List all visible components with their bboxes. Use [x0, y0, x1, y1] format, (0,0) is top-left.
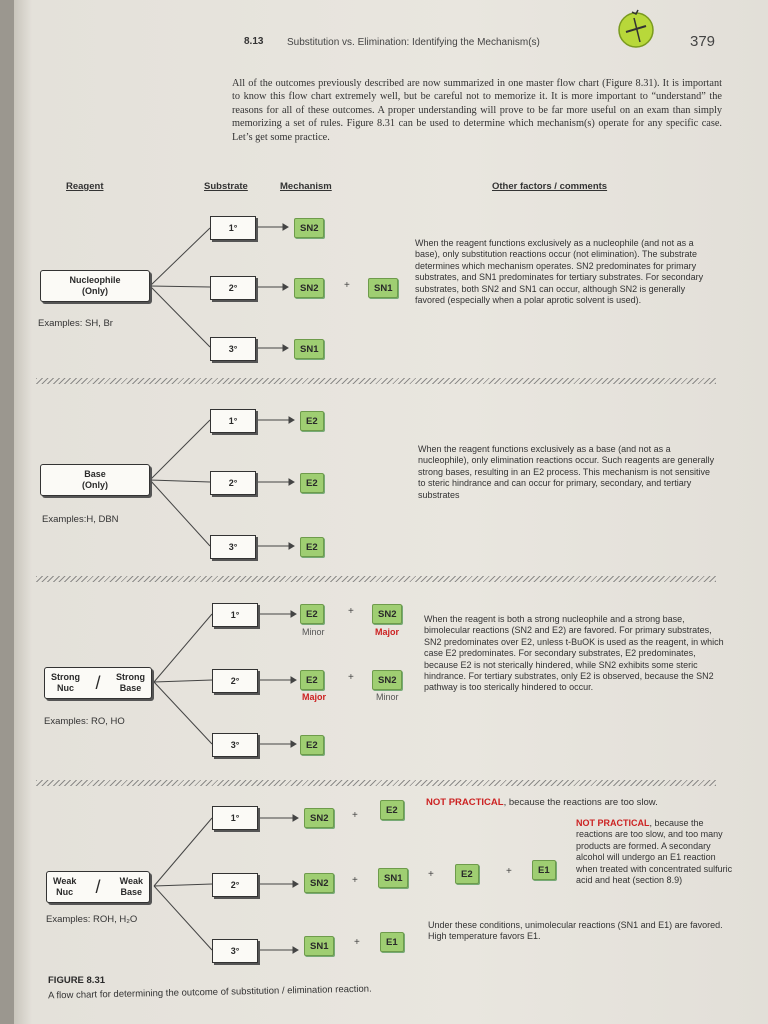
reagent-box-strong-nuc-strong-base: Strong Nuc / Strong Base	[44, 667, 152, 699]
mechanism-e2: E2	[300, 537, 324, 557]
examples-nucleophile: Examples: SH, Br	[38, 318, 113, 329]
reagent-box-nucleophile-only: Nucleophile (Only)	[40, 270, 150, 302]
mechanism-sn1: SN1	[294, 339, 324, 359]
comment-nucleophile-only: When the reagent functions exclusively as a nucleophile (and not as a base), only substitution reactions occur (not elimination). The substrate determines which mechanism operates. SN2 predominates for primary substrates, and SN1 predominates for tertiary substrates. For secondary substrates, both SN2 and SN1 can occur, although SN2 is generally favored (especially when a polar aprotic solvent is used).	[415, 238, 704, 306]
mechanism-e1: E1	[532, 860, 556, 880]
substrate-1-box: 1°	[212, 806, 258, 830]
substrate-3-box: 3°	[210, 535, 256, 559]
section-number: 8.13	[244, 36, 264, 47]
reagent-box-weak-nuc-weak-base: Weak Nuc / Weak Base	[46, 871, 150, 903]
column-header-substrate: Substrate	[204, 181, 248, 192]
examples-base: Examples:H, DBN	[42, 514, 119, 525]
plus-sign: +	[348, 606, 354, 617]
intro-paragraph: All of the outcomes previously described are now summarized in one master flow chart (Figure 8.31). It is important to know this flow chart extremely well, but be careful not to memorize it. It is more important to “understand” the reasons for all of these outcomes. A proper understanding will prove to be far more useful on an exam than simply memorizing a set of rules. Figure 8.31 can be used to determine which mechanism(s) operate for any specific case. Let’s get some practice.	[232, 78, 722, 143]
plus-sign: +	[344, 280, 350, 291]
substrate-2-box: 2°	[212, 873, 258, 897]
mechanism-e2: E2	[300, 735, 324, 755]
comment-weak-secondary: NOT PRACTICAL, because the reactions are too slow, and too many products are formed. A secondary alcohol will undergo an E1 reaction when treated with concentrated sulfuric acid and heat (section 8.9)	[576, 818, 733, 886]
mechanism-sn1: SN1	[368, 278, 398, 298]
label-major: Major	[375, 627, 400, 637]
figure-label: FIGURE 8.31	[48, 975, 106, 986]
page-number: 379	[690, 33, 716, 50]
comment-base-only: When the reagent functions exclusively as a base (and not as a nucleophile), only elimination reactions occur. Such reagents are generally strong bases, resulting in an E2 process. This mechanism is not sensitive to steric hindrance and can occur for primary, secondary, and tertiary substrates	[418, 444, 715, 500]
mechanism-e2: E2	[380, 800, 404, 820]
column-header-mechanism: Mechanism	[280, 181, 332, 192]
reagent-box-base-only: Base (Only)	[40, 464, 150, 496]
section-divider	[36, 576, 716, 582]
comment-weak-tertiary: Under these conditions, unimolecular reactions (SN1 and E1) are favored. High temperature favors E1.	[428, 920, 723, 942]
mechanism-e1: E1	[380, 932, 404, 952]
column-header-reagent: Reagent	[66, 181, 104, 192]
mechanism-e2: E2	[300, 473, 324, 493]
mechanism-e2: E2	[300, 411, 324, 431]
substrate-2-box: 2°	[210, 276, 256, 300]
mechanism-e2: E2	[455, 864, 479, 884]
comment-strong-nuc-strong-base: When the reagent is both a strong nucleophile and a strong base, bimolecular reactions (SN2 and E2) are favored. For primary substrates, SN2 predominates over E2, unless t-BuOK is used as the reagent, in which case E2 predominates. For secondary substrates, E2 predominates, because E2 is not sterically hindered, while SN2 exhibits some steric hindrance. For tertiary substrates, only E2 is observed, because the SN2 pathway is too sterically hindered to occur.	[424, 614, 724, 693]
column-header-other-factors: Other factors / comments	[492, 181, 608, 192]
plus-sign: +	[348, 672, 354, 683]
examples-weak: Examples: ROH, H₂O	[46, 914, 138, 925]
mechanism-e2: E2	[300, 670, 324, 690]
substrate-1-box: 1°	[210, 409, 256, 433]
plus-sign: +	[352, 810, 358, 821]
examples-strong: Examples: RO, HO	[44, 716, 125, 727]
substrate-2-box: 2°	[212, 669, 258, 693]
mechanism-sn2: SN2	[372, 604, 402, 624]
mechanism-sn1: SN1	[304, 936, 334, 956]
mechanism-sn2: SN2	[294, 278, 324, 298]
substrate-3-box: 3°	[210, 337, 256, 361]
mechanism-e2: E2	[300, 604, 324, 624]
comment-weak-primary: NOT PRACTICAL, because the reactions are too slow.	[426, 797, 658, 808]
label-major: Major	[302, 692, 327, 702]
mechanism-sn2: SN2	[372, 670, 402, 690]
section-divider	[36, 780, 716, 786]
mechanism-sn2: SN2	[304, 873, 334, 893]
substrate-3-box: 3°	[212, 733, 258, 757]
substrate-2-box: 2°	[210, 471, 256, 495]
plus-sign: +	[352, 875, 358, 886]
label-minor: Minor	[376, 692, 399, 702]
mechanism-sn1: SN1	[378, 868, 408, 888]
substrate-1-box: 1°	[210, 216, 256, 240]
section-divider	[36, 378, 716, 384]
figure-caption: A flow chart for determining the outcome of substitution / elimination reaction.	[47, 983, 372, 1002]
substrate-1-box: 1°	[212, 603, 258, 627]
plus-sign: +	[428, 869, 434, 880]
mechanism-sn2: SN2	[294, 218, 324, 238]
label-minor: Minor	[302, 627, 325, 637]
plus-sign: +	[354, 937, 360, 948]
section-title: Substitution vs. Elimination: Identifying the Mechanism(s)	[287, 37, 540, 48]
substrate-3-box: 3°	[212, 939, 258, 963]
plus-sign: +	[506, 866, 512, 877]
mechanism-sn2: SN2	[304, 808, 334, 828]
